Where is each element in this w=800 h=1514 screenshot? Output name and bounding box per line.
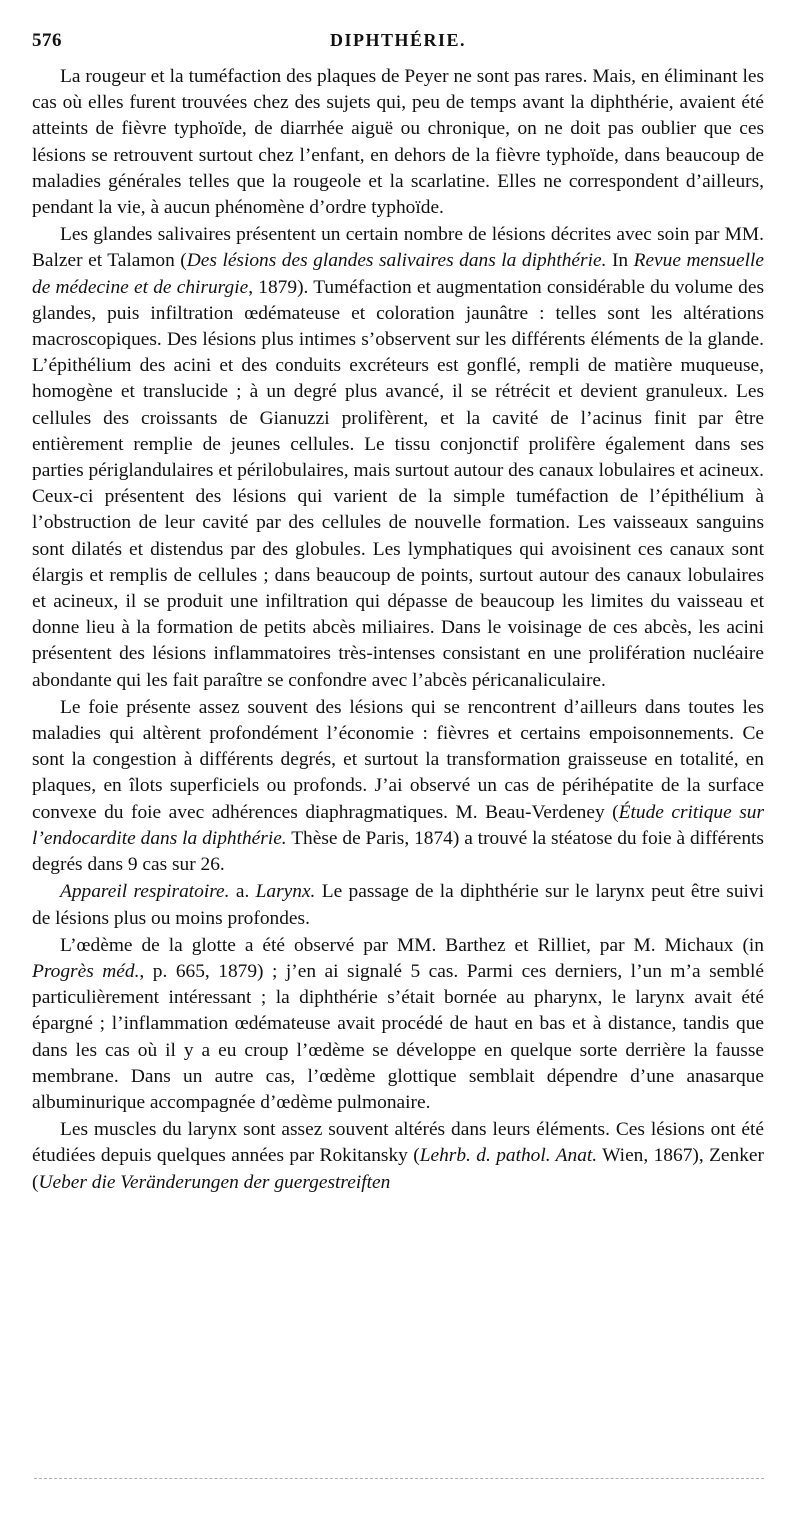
text-run: Le passage de la diphthérie sur le larynx peut être suivi de lésions plus ou moins profondes. (32, 881, 764, 929)
italic-text: Étude critique sur l’endocardite dans la diphthérie. (32, 801, 764, 849)
text-run: Les muscles du larynx sont assez souvent altérés dans leurs éléments. Ces lésions ont été étudiées depuis quelques années par Rokitansky ( (32, 1119, 764, 1167)
running-title: DIPHTHÉRIE. (329, 30, 467, 50)
italic-text: Progrès méd. (32, 960, 140, 982)
italic-text: Revue mensuelle de médecine et de chirurgie (32, 250, 764, 298)
paragraph (32, 695, 764, 878)
paragraph (32, 1117, 764, 1196)
text-run: La rougeur et la tuméfaction des plaques de Peyer ne sont pas rares. Mais, en éliminant les cas où elles furent trouvées chez des sujets qui, peu de temps avant la diphthérie, avaient été atteints de fièvre typhoïde, de diarrhée aiguë ou chronique, on ne doit pas oublier que ces lésions se retrouvent surtout chez l’enfant, en dehors de la fièvre typhoïde, dans beaucoup de maladies générales telles que la rougeole et la scarlatine. Elles ne correspondent d’ailleurs, pendant la vie, à aucun phénomène d’ordre typhoïde. (32, 66, 764, 219)
text-run: Thèse de Paris, 1874) a trouvé la stéatose du foie à différents degrés dans 9 cas sur 26. (32, 827, 764, 876)
paragraph (32, 933, 764, 1116)
body-text (32, 64, 764, 1196)
italic-text: Larynx. (255, 881, 316, 903)
text-run: , 1879). Tuméfaction et augmentation considérable du volume des glandes, puis infiltration œdémateuse et coloration jaunâtre : telles sont les altérations macroscopiques. Des lésions plus intimes s’observent sur les différents éléments de la glande. L’épithélium des acini et des conduits excréteurs est gonflé, rempli de matière muqueuse, homogène et translucide ; à un degré plus avancé, il se rétrécit et devient granuleux. Les cellules des croissants de Gianuzzi prolifèrent, et la cavité de l’acinus finit par être entièrement remplie de jeunes cellules. Le tissu conjonctif prolifère également dans ses parties périglandulaires et périlobulaires, mais surtout autour des canaux lobulaires et acineux. Ceux-ci présentent des lésions qui varient de la simple tuméfaction de l’épithélium à l’obstruction de leur cavité par des cellules de nouvelle formation. Les vaisseaux sanguins sont dilatés et distendus par des globules. Les lymphatiques qui avoisinent ces canaux sont élargis et remplis de cellules ; dans beaucoup de points, surtout autour des canaux lobulaires et acineux, il se produit une infiltration qui dépasse de beaucoup les limites du vaisseau et donne lieu à la formation de petits abcès miliaires. Dans le voisinage de ces abcès, les acini présentent des lésions inflammatoires très-intenses consistant en une prolifération nucléaire abondante qui les fait paraître se confondre avec l’abcès péricanaliculaire. (32, 276, 764, 691)
paragraph (32, 222, 764, 694)
italic-text: Lehrb. d. pathol. Anat. (419, 1145, 598, 1167)
text-run: L’œdème de la glotte a été observé par MM. Barthez et Rilliet, par M. Michaux (in (60, 934, 764, 956)
paragraph (32, 64, 764, 221)
text-run: Le foie présente assez souvent des lésions qui se rencontrent d’ailleurs dans toutes les maladies qui altèrent profondément l’économie : fièvres et certains empoisonnements. Ce sont la congestion à différents degrés, et surtout la transformation graisseuse en totalité, en plaques, en îlots superficiels ou profonds. J’ai observé un cas de périhépatite de la surface convexe du foie avec adhérences diaphragmatiques. M. Beau-Verdeney ( (32, 696, 764, 823)
text-run: , p. 665, 1879) ; j’en ai signalé 5 cas. Parmi ces derniers, l’un m’a semblé particulièrement intéressant ; la diphthérie s’était bornée au pharynx, le larynx avait été épargné ; l’inflammation œdémateuse avait procédé de haut en bas et à distance, tandis que dans les cas où il y a eu croup l’œdème se développe en quelque sorte derrière la fausse membrane. Dans un autre cas, l’œdème glottique semblait dépendre d’une anasarque albuminurique accompagnée d’œdème pulmonaire. (32, 960, 764, 1113)
text-run: Les glandes salivaires présentent un certain nombre de lésions décrites avec soin par MM. Balzer et Talamon ( (32, 224, 764, 272)
page-number: 576 (32, 30, 62, 51)
text-run: Wien, 1867), Zenker ( (32, 1145, 764, 1193)
text-run: In (606, 250, 634, 272)
italic-text: Des lésions des glandes salivaires dans la diphthérie. (186, 250, 607, 272)
italic-text: Ueber die Veränderungen der guergestreiften (38, 1171, 391, 1193)
text-run: a. (229, 881, 256, 903)
page-header (32, 30, 764, 58)
paragraph (32, 879, 764, 931)
footer-rule (34, 1478, 764, 1479)
italic-text: Appareil respiratoire. (60, 881, 230, 903)
